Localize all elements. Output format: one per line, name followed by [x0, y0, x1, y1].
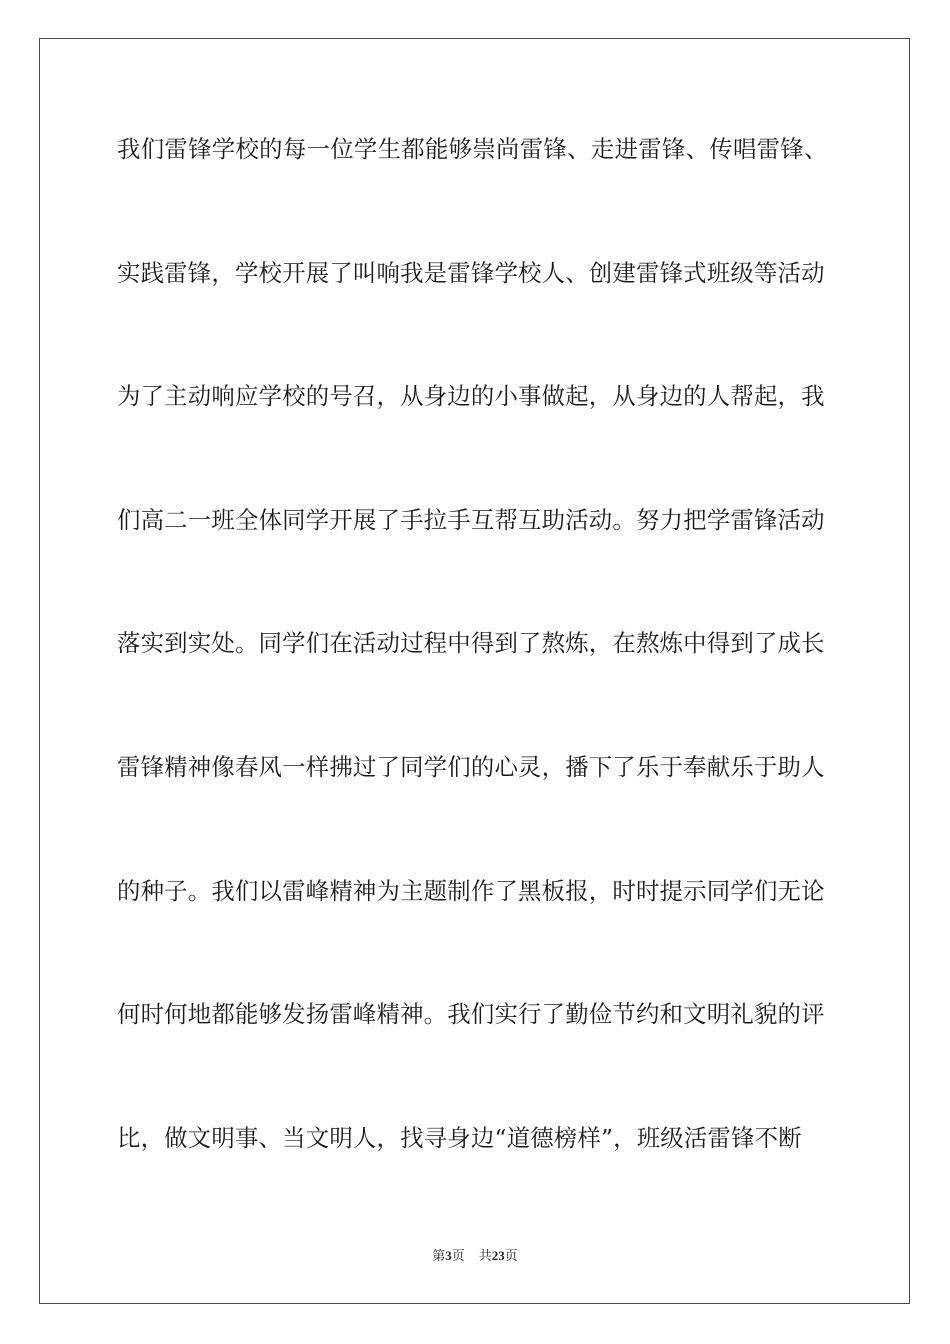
- body-text: [117, 124, 833, 1236]
- text-line: 为了主动响应学校的号召，从身边的小事做起，从身边的人帮起，我: [117, 382, 825, 411]
- text-line: 雷锋精神像春风一样拂过了同学们的心灵，播下了乐于奉献乐于助人: [117, 752, 825, 781]
- total-pages-number: 23: [491, 1248, 505, 1263]
- current-page-number: 3: [445, 1248, 452, 1263]
- page-footer: [0, 1247, 950, 1266]
- text-line: 落实到实处。同学们在活动过程中得到了熬炼，在熬炼中得到了成长: [117, 629, 825, 658]
- text-line: 们高二一班全体同学开展了手拉手互帮互助活动。努力把学雷锋活动: [117, 505, 825, 534]
- text-line: 实践雷锋，学校开展了叫响我是雷锋学校人、创建雷锋式班级等活动: [117, 258, 825, 287]
- text-line: 的种子。我们以雷峰精神为主题制作了黑板报，时时提示同学们无论: [117, 876, 825, 905]
- total-suffix: 页: [504, 1249, 518, 1264]
- text-line: 我们雷锋学校的每一位学生都能够崇尚雷锋、走进雷锋、传唱雷锋、: [117, 135, 828, 163]
- page-prefix: 第: [432, 1249, 446, 1264]
- total-prefix: 共: [478, 1249, 492, 1264]
- page-suffix: 页: [451, 1249, 465, 1264]
- text-line: 何时何地都能够发扬雷峰精神。我们实行了勤俭节约和文明礼貌的评: [117, 1000, 825, 1029]
- text-line: 比，做文明事、当文明人，找寻身边“道德榜样”，班级活雷锋不断: [117, 1123, 802, 1152]
